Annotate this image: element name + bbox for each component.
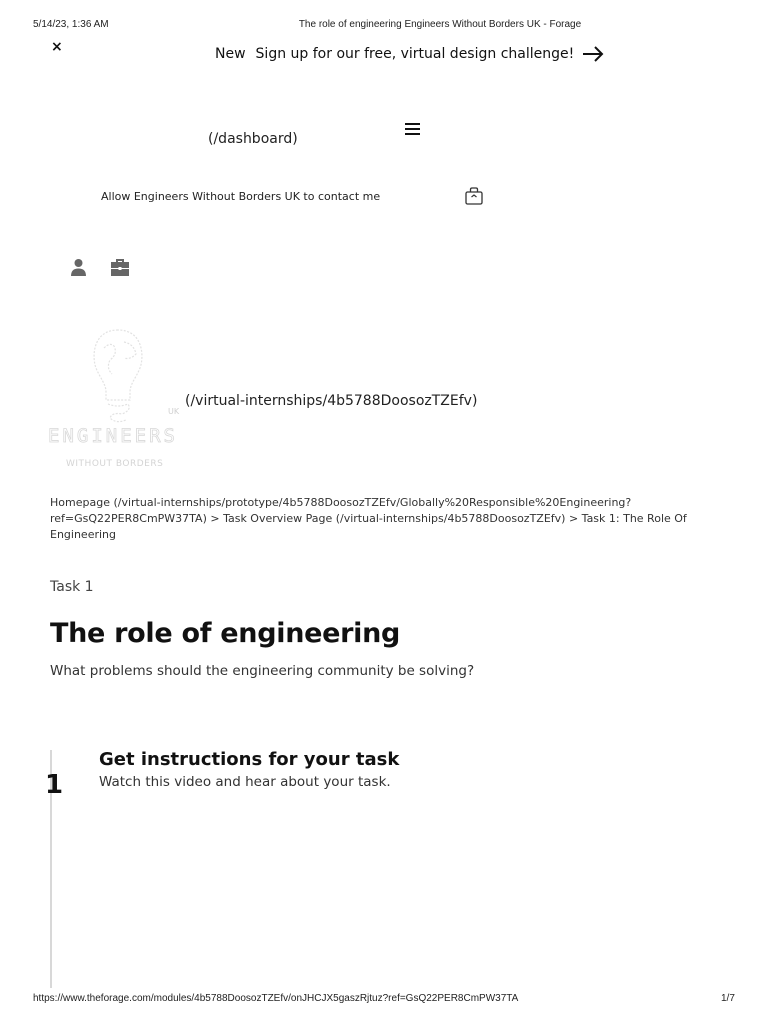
svg-text:UK: UK (168, 407, 180, 416)
new-badge: New (215, 46, 246, 62)
arrow-right-icon[interactable] (582, 46, 604, 62)
dashboard-link[interactable]: (/dashboard) (208, 131, 298, 147)
step-description: Watch this video and hear about your task. (99, 774, 391, 790)
user-icon[interactable] (70, 258, 87, 277)
step-number: 1 (45, 770, 64, 800)
logo-link[interactable]: (/virtual-internships/4b5788DoosozTZEfv) (185, 393, 478, 409)
hamburger-menu-icon[interactable] (405, 123, 420, 136)
print-date: 5/14/23, 1:36 AM (33, 19, 109, 30)
contact-permission-label[interactable]: Allow Engineers Without Borders UK to contact me (101, 190, 381, 203)
close-banner-button[interactable]: × (51, 39, 63, 55)
svg-text:WITHOUT BORDERS: WITHOUT BORDERS (66, 459, 164, 469)
step-title: Get instructions for your task (99, 749, 400, 770)
print-title: The role of engineering Engineers Without Borders UK - Forage (298, 19, 582, 30)
task-label: Task 1 (50, 579, 94, 595)
print-url: https://www.theforage.com/modules/4b5788DoosozTZEfv/onJHCJX5gaszRjtuz?ref=GsQ22PER8CmPW37TA (33, 993, 519, 1004)
banner-message[interactable]: Sign up for our free, virtual design challenge! (255, 46, 575, 62)
page-subtitle: What problems should the engineering community be solving? (50, 663, 475, 679)
shopping-bag-icon[interactable] (464, 186, 484, 206)
svg-text:ENGINEERS: ENGINEERS (48, 425, 178, 447)
breadcrumb[interactable]: Homepage (/virtual-internships/prototype/4b5788DoosozTZEfv/Globally%20Responsible%20Engineering?ref=GsQ22PER8CmPW37TA) > Task Overview Page (/virtual-internships/4b5788DoosozTZEfv) > Task 1: The Role Of Engineering (50, 496, 687, 541)
ewb-logo[interactable] (48, 328, 188, 473)
print-page-number: 1/7 (721, 993, 735, 1004)
page-title: The role of engineering (50, 618, 401, 649)
briefcase-icon[interactable] (110, 258, 130, 277)
promo-banner[interactable] (215, 46, 604, 62)
